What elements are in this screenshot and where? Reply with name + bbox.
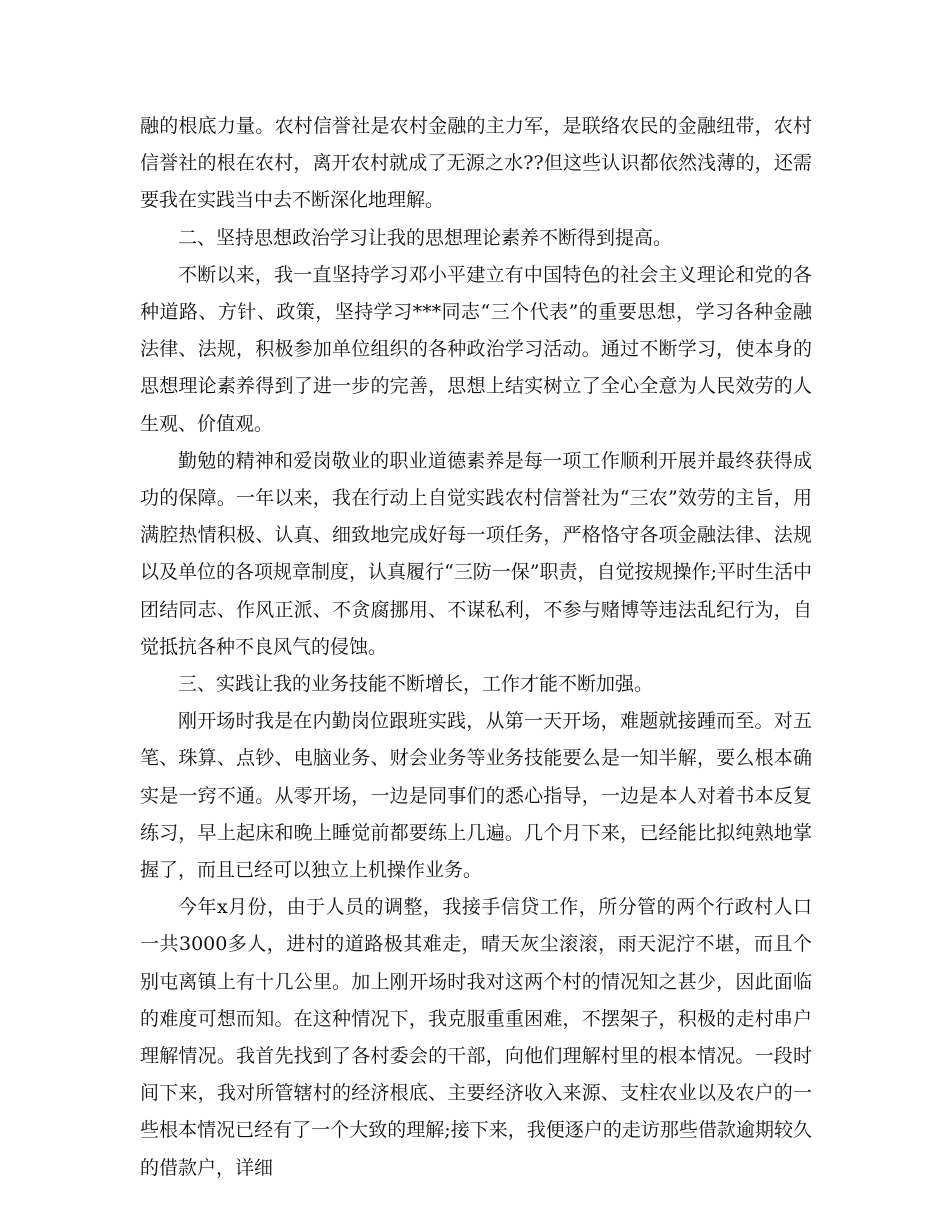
section-heading-3: 三、实践让我的业务技能不断增长，工作才能不断加强。 — [178, 673, 654, 696]
section-heading-2: 二、坚持思想政治学习让我的思想理论素养不断得到提高。 — [178, 226, 673, 249]
paragraph-4: 勤勉的精神和爱岗敬业的职业道德素养是每一项工作顺利开展并最终获得成功的保障。一年以来，我在行动上自觉实践农村信誉社为“三农”效劳的主旨，用满腔热情积极、认真、细致地完成好每一项任务，严格恪守各项金融法律、法规以及单位的各项规章制度，认真履行“三防一保”职责，自觉按规操作;平时生活中团结同志、作风正派、不贪腐挪用、不谋私利，不参与赌博等违法乱纪行为，自觉抵抗各种不良风气的侵蚀。 — [140, 449, 812, 658]
paragraph-6: 刚开场时我是在内勤岗位跟班实践，从第一天开场，难题就接踵而至。对五笔、珠算、点钞、电脑业务、财会业务等业务技能要么是一知半解，要么根本确实是一窍不通。从零开场，一边是同事们的悉心指导，一边是本人对着书本反复练习，早上起床和晚上睡觉前都要练上几遍。几个月下来，已经能比拟纯熟地掌握了，而且已经可以独立上机操作业务。 — [140, 710, 812, 882]
paragraph-7: 今年x月份，由于人员的调整，我接手信贷工作，所分管的两个行政村人口一共3000多人，进村的道路极其难走，晴天灰尘滚滚，雨天泥泞不堪，而且个别屯离镇上有十几公里。加上刚开场时我对这两个村的情况知之甚少，因此面临的难度可想而知。在这种情况下，我克服重重困难，不摆架子，积极的走村串户理解情况。我首先找到了各村委会的干部，向他们理解村里的根本情况。一段时间下来，我对所管辖村的经济根底、主要经济收入来源、支柱农业以及农户的一些根本情况已经有了一个大致的理解;接下来，我便逐户的走访那些借款逾期较久的借款户，详细 — [140, 896, 812, 1179]
paragraph-1: 融的根底力量。农村信誉社是农村金融的主力军，是联络农民的金融纽带，农村信誉社的根在农村，离开农村就成了无源之水??但这些认识都依然浅薄的，还需要我在实践当中去不断深化地理解。 — [140, 115, 812, 212]
paragraph-3: 不断以来，我一直坚持学习邓小平建立有中国特色的社会主义理论和党的各种道路、方针、政策，坚持学习***同志“三个代表”的重要思想，学习各种金融法律、法规，积极参加单位组织的各种政治学习活动。通过不断学习，使本身的思想理论素养得到了进一步的完善，思想上结实树立了全心全意为人民效劳的人生观、价值观。 — [140, 263, 812, 435]
document-body — [140, 108, 812, 1187]
